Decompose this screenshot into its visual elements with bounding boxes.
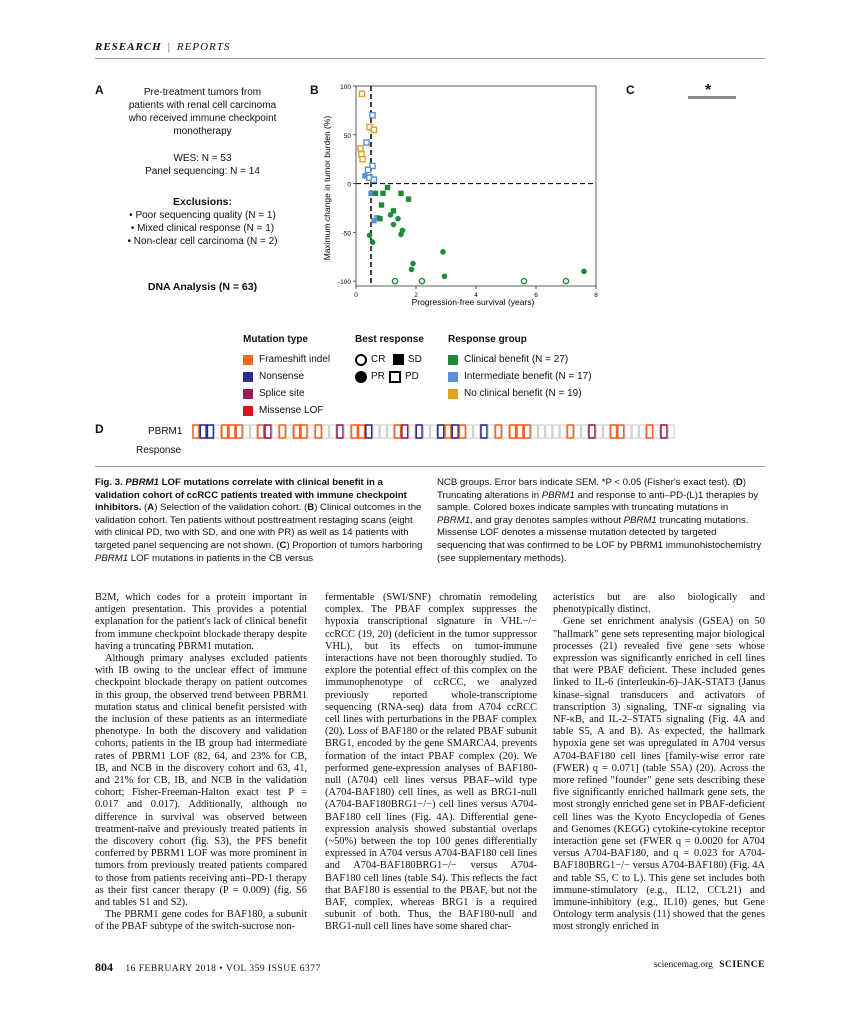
legend-item	[243, 402, 330, 419]
caption-text: ) Clinical outcomes in the validation cohort. Ten patients without posttreatment restaging scans (eight with clinical PD, two with SD, and one with PR) as well as 14 patients with targeted panel sequencing are not shown. (	[95, 502, 422, 551]
sample-cell	[229, 425, 235, 438]
body-column-2	[325, 592, 537, 934]
data-point	[359, 91, 364, 96]
caption-text: truncating mutations. Missense LOF denotes a missense mutation detected by targeted sequencing that was confirmed to be LOF by PBRM1 immunohistochemistry (see supplementary methods).	[437, 514, 762, 564]
subsection-label: REPORTS	[176, 41, 231, 53]
caption-text: PBRM1	[541, 489, 575, 501]
sample-cell	[315, 425, 321, 438]
body-column-1	[95, 592, 307, 934]
header-separator: |	[167, 41, 171, 53]
data-point	[442, 273, 448, 279]
data-point	[370, 113, 375, 118]
sample-cell	[531, 425, 537, 438]
caption-text: A	[147, 502, 155, 514]
caption-text: C	[279, 539, 287, 551]
sample-cell	[351, 425, 357, 438]
sample-cell	[323, 425, 329, 438]
sample-cell	[416, 425, 422, 438]
sample-cell	[603, 425, 609, 438]
gene-label: PBRM1	[148, 426, 183, 437]
data-point	[398, 231, 404, 237]
response-group-title: Response group	[448, 334, 527, 345]
x-tick-label: 4	[474, 292, 478, 299]
body-paragraph: B2M, which codes for a protein important in antigen presentation. This provides a potential explanation for the patient's lack of clinical benefit from immune checkpoint blockade therapy despite having a truncating PBRM1 mutation.	[95, 592, 307, 652]
sample-cell	[236, 425, 242, 438]
caption-text: ) Proportion of tumors harboring	[286, 539, 423, 551]
x-axis-label: Progression-free survival (years)	[411, 297, 535, 307]
body-paragraph: The PBRM1 gene codes for BAF180, a subunit of the PBAF subtype of the switch-sucrose non-	[95, 909, 307, 933]
frameshift-swatch	[243, 355, 253, 365]
sample-cell	[251, 425, 257, 438]
panel-a-exclusions	[110, 196, 295, 248]
sample-cell	[387, 425, 393, 438]
best-response-legend	[355, 334, 435, 385]
sample-cell	[517, 425, 523, 438]
sample-cell	[567, 425, 573, 438]
data-point	[440, 249, 446, 255]
data-point	[370, 239, 376, 245]
caption-right	[437, 477, 765, 565]
sample-cell	[596, 425, 602, 438]
cohort-line: Pre-treatment tumors from	[143, 87, 262, 98]
significance-bar	[688, 96, 736, 99]
sample-cell	[589, 425, 595, 438]
caption-text: ) Selection of the validation cohort. (	[154, 502, 308, 514]
journal-name: SCIENCE	[719, 960, 765, 970]
issue-date: 16 FEBRUARY 2018 • VOL 359 ISSUE 6377	[125, 964, 321, 974]
legend-item	[355, 351, 435, 368]
data-point	[360, 157, 365, 162]
y-tick-label: 50	[343, 132, 351, 140]
sample-cell	[539, 425, 545, 438]
sample-cell	[560, 425, 566, 438]
sample-cell	[409, 425, 415, 438]
y-tick-label: -50	[341, 230, 351, 238]
data-point	[409, 267, 415, 273]
sample-cell	[359, 425, 365, 438]
x-tick-label: 0	[354, 292, 358, 299]
legend-item	[448, 385, 592, 402]
scatter-plot	[318, 80, 608, 312]
cr-ring-icon	[355, 354, 367, 366]
sample-cell	[452, 425, 458, 438]
legend-label: PD	[405, 371, 419, 382]
sample-cell	[395, 425, 401, 438]
sd-square-icon	[393, 354, 404, 365]
caption-text: PBRM1	[623, 514, 657, 526]
sample-cell	[402, 425, 408, 438]
data-point	[365, 167, 370, 172]
mutation-legend	[243, 334, 330, 419]
nonsense-swatch	[243, 372, 253, 382]
caption-text: NCB groups. Error bars indicate SEM. *P < 0.05 (Fisher's exact test). (	[437, 477, 736, 488]
caption-text: , and gray denotes samples without	[470, 514, 624, 526]
caption-text: D	[735, 477, 743, 488]
sample-cell	[330, 425, 336, 438]
sample-cell	[582, 425, 588, 438]
mutation-strip	[192, 423, 702, 441]
legend-item	[448, 368, 592, 385]
sample-cell	[344, 425, 350, 438]
data-point	[406, 196, 411, 201]
sample-cell	[265, 425, 271, 438]
panel-c-label: C	[626, 83, 635, 97]
sample-cell	[524, 425, 530, 438]
sample-cell	[200, 425, 206, 438]
pd-square-icon	[389, 371, 401, 383]
response-label: Response	[136, 445, 182, 456]
x-tick-label: 2	[414, 292, 418, 299]
sample-cell	[553, 425, 559, 438]
sample-cell	[438, 425, 444, 438]
data-point	[395, 216, 401, 222]
sample-cell	[215, 425, 221, 438]
legend-item	[448, 351, 592, 368]
sample-cell	[258, 425, 264, 438]
sample-cell	[301, 425, 307, 438]
data-point	[380, 191, 385, 196]
sample-cell	[193, 425, 199, 438]
legend-label: Clinical benefit (N = 27)	[464, 354, 569, 365]
body-column-3	[553, 592, 765, 934]
site-url: sciencemag.org	[653, 960, 713, 970]
sample-cell	[445, 425, 451, 438]
exclusions-title: Exclusions:	[173, 196, 232, 208]
body-paragraph: acteristics but are also biologically and phenotypically distinct.	[553, 592, 765, 616]
sample-cell	[337, 425, 343, 438]
data-point	[521, 279, 526, 284]
y-tick-label: -100	[337, 279, 351, 287]
sample-cell	[207, 425, 213, 438]
caption-text: (	[141, 502, 148, 514]
sample-cell	[272, 425, 278, 438]
cohort-line: who received immune checkpoint	[128, 113, 277, 124]
data-point	[581, 269, 587, 275]
sample-cell	[431, 425, 437, 438]
legend-label: CR	[371, 354, 386, 365]
data-point	[379, 202, 384, 207]
intermediate-benefit-swatch	[448, 372, 458, 382]
legend-label: Missense LOF	[259, 405, 324, 416]
sample-cell	[632, 425, 638, 438]
sample-cell	[661, 425, 667, 438]
cohort-line: monotherapy	[173, 126, 232, 137]
panel-seq-count: Panel sequencing: N = 14	[145, 166, 260, 177]
panel-a-label: A	[95, 83, 104, 97]
significance-star: *	[705, 82, 712, 99]
sample-cell	[294, 425, 300, 438]
dna-analysis: DNA Analysis (N = 63)	[147, 281, 258, 293]
data-point	[367, 232, 373, 238]
y-tick-label: 100	[340, 84, 351, 91]
y-tick-label: 0	[347, 181, 351, 189]
sample-cell	[366, 425, 372, 438]
legend-label: Splice site	[259, 388, 305, 399]
sample-cell	[618, 425, 624, 438]
caption-text: LOF mutations correlate with clinical benefit in a validation cohort of ccRCC patients treated with immune checkpoint inhibitors.	[95, 477, 407, 514]
sample-cell	[668, 425, 674, 438]
sample-cell	[423, 425, 429, 438]
legend-label: Frameshift indel	[259, 354, 331, 365]
caption-text: PBRM1	[125, 477, 159, 488]
caption-text: ) Truncating alterations in	[437, 477, 747, 501]
sample-cell	[625, 425, 631, 438]
legend-item	[355, 368, 435, 385]
clinical-benefit-swatch	[448, 355, 458, 365]
cohort-line: patients with renal cell carcinoma	[128, 100, 277, 111]
sample-cell	[481, 425, 487, 438]
caption-text: PBRM1	[95, 552, 129, 564]
exclusion-item: • Mixed clinical response (N = 1)	[130, 223, 275, 234]
data-point	[371, 177, 376, 182]
data-point	[419, 279, 424, 284]
footer-right	[640, 960, 765, 970]
data-point	[391, 222, 397, 228]
sample-cell	[654, 425, 660, 438]
y-axis-label: Maximum change in tumor burden (%)	[322, 115, 332, 261]
data-point	[373, 191, 378, 196]
splice-swatch	[243, 389, 253, 399]
data-point	[563, 279, 568, 284]
data-point	[398, 191, 403, 196]
section-label: RESEARCH	[95, 41, 162, 53]
sample-cell	[279, 425, 285, 438]
data-point	[358, 146, 363, 151]
body-paragraph: Gene set enrichment analysis (GSEA) on 50 "hallmark" gene sets representing major biological processes (21) revealed five gene sets whose expression was significantly enriched in cell lines that were PBAF deficient. These included genes linked to IL-6 (interleukin-6)–JAK-STAT3 (Janus kinase–signal transducers and activators of transcription 3) signaling, TNF-α signaling via NF-κB, and IL-2–STAT5 signaling (Fig. 4A and table S5, A and B). As expected, the hallmark hypoxia gene set was upregulated in A704 versus A704-BAF180 cell lines [family-wise error rate (FWER) q = 0.071] (table S5A) (20). Across the more refined "founder" gene sets describing these five significantly enriched hallmark gene sets, the most strongly enriched gene set in PBAF-deficient cell lines was the Kyoto Encyclopedia of Genes and Genomes (KEGG) cytokine-cytokine receptor interaction gene set (FWER q = 0.0020 for A704 versus A704-BAF180, and q = 0.023 for A704-BAF180BRG1−/− versus A704-BAF180) (Fig. 4A and table S5, C to L). This gene set includes both immune-stimulatory (e.g., IL12, CCL21) and immune-inhibitory (e.g., IL10) genes, but Gene Ontology term analysis (11) showed that the genes most strongly enriched in	[553, 616, 765, 933]
caption-rule	[95, 466, 765, 467]
sample-cell	[459, 425, 465, 438]
legend-item	[243, 385, 330, 402]
caption-text: LOF mutations in patients in the CB versus	[128, 552, 314, 564]
panel-a-cohort	[110, 86, 295, 178]
sample-cell	[380, 425, 386, 438]
sample-cell	[308, 425, 314, 438]
legend-label: SD	[408, 354, 422, 365]
pr-dot-icon	[355, 371, 367, 383]
sample-cell	[467, 425, 473, 438]
plot-frame	[356, 86, 596, 286]
sample-cell	[488, 425, 494, 438]
caption-text: PBRM1	[437, 514, 471, 526]
body-paragraph: Although primary analyses excluded patients with IB owing to the unclear effect of immune checkpoint blockade therapy on patient outcomes in this group, the observed trend between PBRM1 mutation status and clinical benefit persisted with the inclusion of these patients as an intermediate phenotype. In both the discovery and validation cohorts, patients in the IB group had intermediate rates of PBRM1 LOF (82, 64, and 23% for CB, IB, and NCB in the discovery cohort and 63, 41, and 21% for CB, IB, and NCB in the validation cohort; Fisher-Freeman-Halton exact test P = 0.017 and 0.017). Additionally, although no difference in survival was observed between treatment-naive and previously treated patients in the discovery cohort (fig. S3), the PFS benefit conferred by PBRM1 LOF was more prominent in tumors from previously treated patients compared to those from patients receiving anti–PD-1 therapy as their first cancer therapy (P = 0.009) (fig. S6 and tables S1 and S2).	[95, 653, 307, 909]
legend-item	[243, 351, 330, 368]
sample-cell	[575, 425, 581, 438]
sample-cell	[546, 425, 552, 438]
mutation-legend-title: Mutation type	[243, 334, 308, 345]
sample-cell	[503, 425, 509, 438]
caption-left	[95, 477, 425, 565]
data-point	[388, 212, 394, 218]
caption-text: B	[307, 502, 315, 514]
response-group-legend	[448, 334, 592, 402]
legend-item	[243, 368, 330, 385]
sample-cell	[373, 425, 379, 438]
data-point	[364, 140, 369, 145]
sample-cell	[287, 425, 293, 438]
sample-cell	[611, 425, 617, 438]
running-header	[95, 41, 230, 53]
data-point	[385, 185, 390, 190]
legend-label: No clinical benefit (N = 19)	[464, 388, 582, 399]
caption-text: Fig. 3.	[95, 477, 126, 488]
missense-swatch	[243, 406, 253, 416]
data-point	[371, 127, 376, 132]
panel-a-dna	[110, 281, 295, 294]
data-point	[371, 218, 376, 223]
sample-cell	[243, 425, 249, 438]
sample-cell	[510, 425, 516, 438]
sample-cell	[222, 425, 228, 438]
panel-b-label: B	[310, 83, 319, 97]
caption-text: and response to anti–PD-(L)1 therapies by sample. Colored boxes indicate samples with truncating mutations in	[437, 489, 759, 514]
footer-left	[95, 960, 321, 975]
page-number: 804	[95, 960, 113, 974]
x-tick-label: 8	[594, 292, 598, 299]
data-point	[377, 216, 382, 221]
sample-cell	[474, 425, 480, 438]
legend-label: Intermediate benefit (N = 17)	[464, 371, 592, 382]
data-point	[392, 279, 397, 284]
x-tick-label: 6	[534, 292, 538, 299]
wes-count: WES: N = 53	[173, 153, 232, 164]
exclusion-item: • Non-clear cell carcinoma (N = 2)	[127, 236, 278, 247]
panel-d-label: D	[95, 422, 104, 436]
best-response-title: Best response	[355, 334, 424, 345]
exclusion-item: • Poor sequencing quality (N = 1)	[129, 210, 276, 221]
sample-cell	[639, 425, 645, 438]
body-paragraph: fermentable (SWI/SNF) chromatin remodeling complex. The PBAF complex suppresses the hypoxia transcriptional signature in VHL−/− ccRCC (19, 20) (deficient in the tumor suppressor VHL), but its effects on tumor-immune interactions have not been thoroughly studied. To explore the potential effect of this complex on the immunophenotype of ccRCC, we analyzed previously reported whole-transcriptome sequencing (RNA-seq) data from A704 ccRCC cell lines with perturbations in the PBAF complex (20). Loss of BAF180 or the related PBAF subunit BRG1, encoded by the gene SMARCA4, prevents formation of the intact PBAF complex (20). We performed gene-expression analyses of BAF180-null (A704) cell lines versus PBAF–wild type (A704-BAF180) cell lines, as well as BRG1-null (A704-BAF180BRG1−/−) cell lines versus A704-BAF180 cell lines (Fig. 4A). Differential gene-expression analysis showed substantial overlaps (~50%) between the top 100 genes differentially expressed in A704 versus A704-BAF180 cell lines and A704-BAF180BRG1−/− versus A704-BAF180 cell lines (table S4). This reflects the fact that BAF180 is essential to the PBAF, but not the BAF, complex, whereas BRG1 is a required subunit of both. Thus, the BAF180-null and BRG1-null cell lines have some shared char-	[325, 592, 537, 933]
legend-label: PR	[371, 371, 385, 382]
no-benefit-swatch	[448, 389, 458, 399]
sample-cell	[647, 425, 653, 438]
sample-cell	[495, 425, 501, 438]
header-rule	[95, 58, 765, 59]
data-point	[410, 261, 416, 267]
legend-label: Nonsense	[259, 371, 305, 382]
